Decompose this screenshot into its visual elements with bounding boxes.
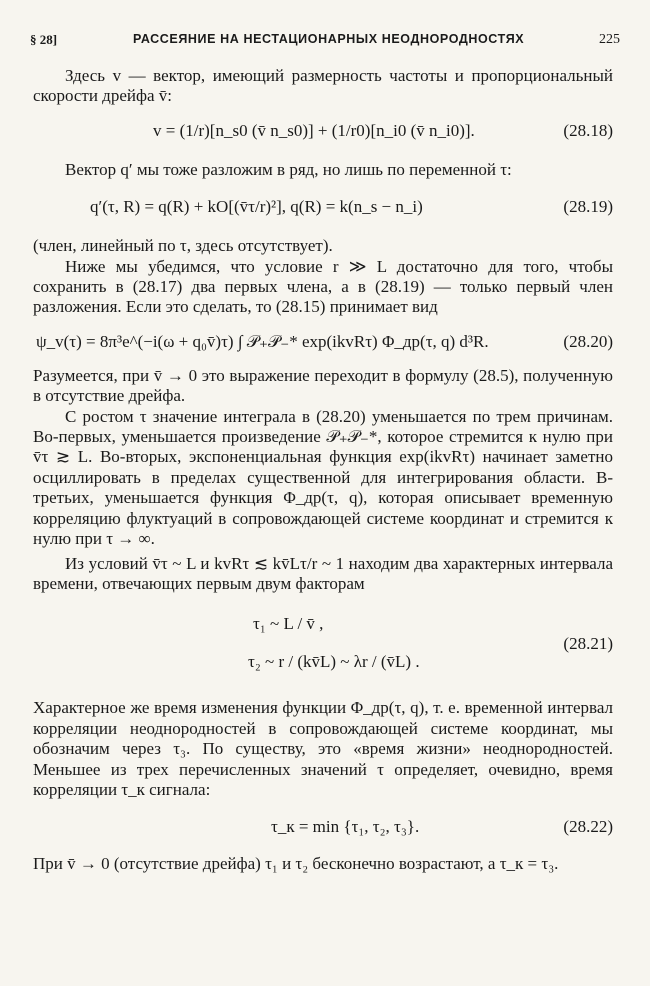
equation-28-20: [33, 332, 613, 352]
paragraph-4: Ниже мы убедимся, что условие r ≫ L достаточно для того, чтобы сохранить в (28.17) два первых члена, а в (28.19) — только первый член разложения. Если это сделать, то (28.15) принимает вид: [33, 256, 613, 317]
paragraph-5: Разумеется, при v̄ → 0 это выражение переходит в формулу (28.5), полученную в отсутствие дрейфа.: [33, 365, 613, 406]
paragraph-9: При v̄ → 0 (отсутствие дрейфа) τ₁ и τ₂ бесконечно возрастают, а τ_к = τ₃.: [33, 854, 559, 874]
paragraph-3: (член, линейный по τ, здесь отсутствует).: [33, 236, 333, 256]
equation-number: (28.21): [563, 634, 613, 654]
paragraph-1: Здесь v — вектор, имеющий размерность частоты и пропорциональный скорости дрейфа v̄:: [33, 66, 613, 106]
paragraph-7: Из условий v̄τ ~ L и kvRτ ≲ kv̄Lτ/r ~ 1 находим два характерных интервала времени, отвечающих первым двум факторам: [33, 553, 613, 593]
equation-formula: q′(τ, R) = q(R) + kO[(v̄τ/r)²], q(R) = k(n_s − n_i): [90, 197, 423, 217]
equation-28-18: [33, 121, 613, 141]
page-body: [33, 66, 613, 875]
equation-line-1: τ₁ ~ L / v̄ ,: [253, 614, 324, 634]
equation-28-22: [33, 817, 613, 837]
page-number: 225: [599, 32, 620, 47]
equation-number: (28.20): [563, 331, 613, 351]
running-header: [30, 32, 620, 52]
equation-28-21: [33, 606, 613, 686]
equation-number: (28.19): [563, 197, 613, 217]
equation-28-19: [33, 197, 613, 217]
paragraph-2: Вектор q′ мы тоже разложим в ряд, но лишь по переменной τ:: [65, 159, 512, 179]
equation-number: (28.22): [563, 817, 613, 837]
equation-formula: ψ_v(τ) = 8π³e^(−i(ω + q₀v̄)τ) ∫ 𝒫₊𝒫₋* exp(ikvRτ) Φ_др(τ, q) d³R.: [36, 331, 489, 351]
section-number: § 28]: [30, 32, 58, 47]
running-title: РАССЕЯНИЕ НА НЕСТАЦИОНАРНЫХ НЕОДНОРОДНОСТЯХ: [133, 32, 525, 46]
equation-formula: v = (1/r)[n_s0 (v̄ n_s0)] + (1/r0)[n_i0 (v̄ n_i0)].: [153, 120, 475, 140]
paragraph-8: Характерное же время изменения функции Φ_др(τ, q), т. е. временной интервал корреляции неоднородностей в сопровождающей системе координат, мы обозначим через τ₃. По существу, это «время жизни» неоднородностей. Меньшее из трех перечисленных значений τ определяет, очевидно, время корреляции τ_к сигнала:: [33, 698, 613, 799]
paragraph-6: С ростом τ значение интеграла в (28.20) уменьшается по трем причинам. Во-первых, уменьшается произведение 𝒫₊𝒫₋*, которое стремится к нулю при v̄τ ≳ L. Во-вторых, экспоненциальная функция exp(ikvRτ) начинает заметно осциллировать в пределах существенной для интегрирования области. В-третьих, уменьшается функция Φ_др(τ, q), которая описывает временную корреляцию флуктуаций в сопровождающей системе координат и стремится к нулю при τ → ∞.: [33, 406, 613, 549]
equation-number: (28.18): [563, 120, 613, 140]
equation-formula: τ_к = min {τ₁, τ₂, τ₃}.: [271, 817, 420, 837]
equation-line-2: τ₂ ~ r / (kv̄L) ~ λr / (v̄L) .: [248, 652, 420, 672]
